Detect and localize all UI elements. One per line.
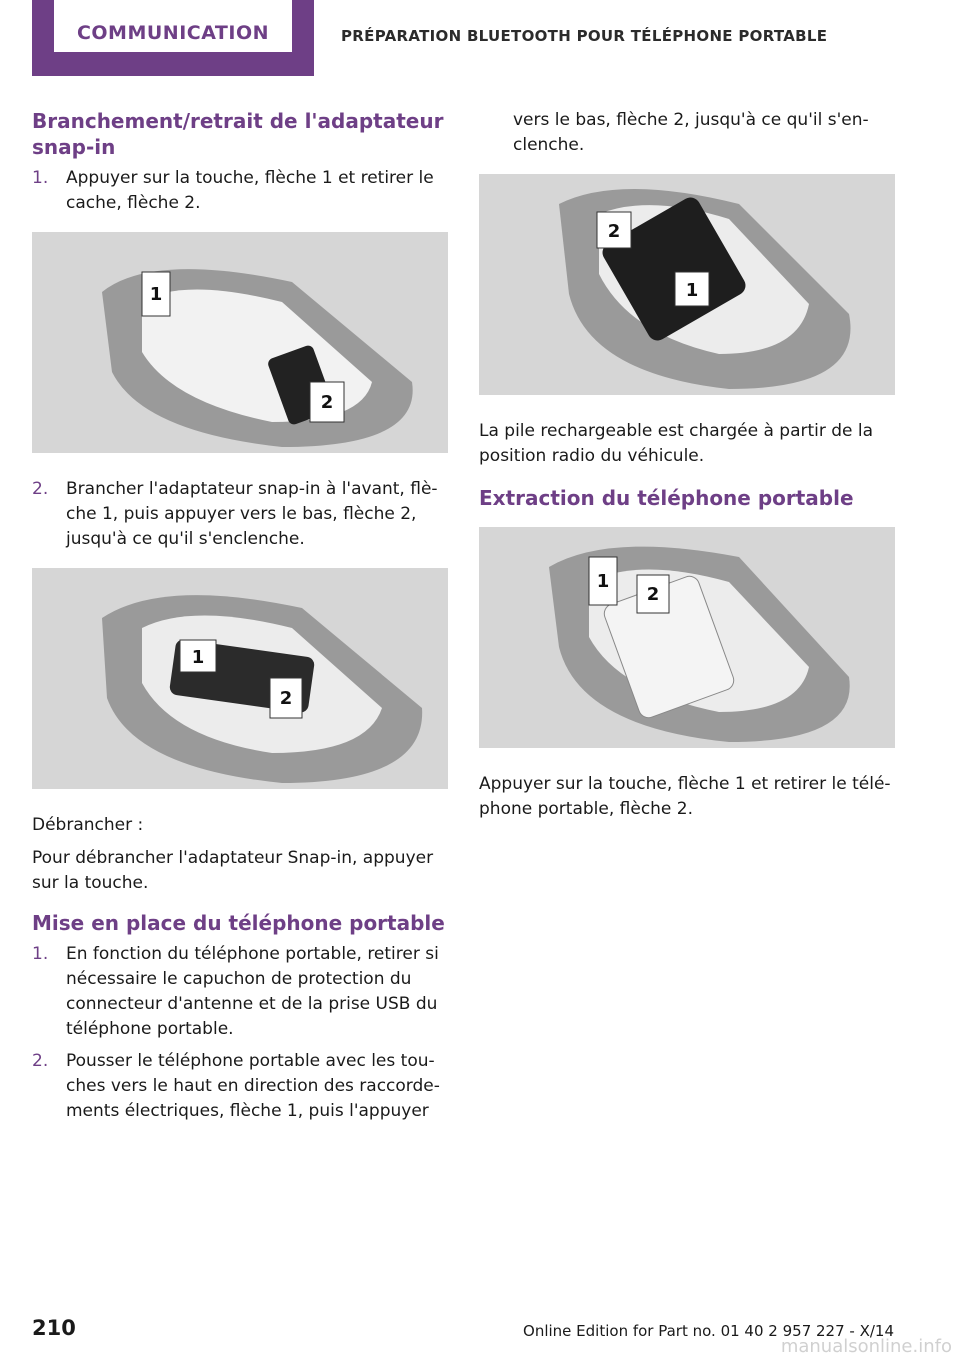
section-tab xyxy=(32,0,314,76)
list-item xyxy=(32,1049,448,1124)
list-item xyxy=(32,477,448,552)
list-item xyxy=(32,166,448,216)
step-number: 1. xyxy=(32,168,49,188)
arrow-1-label: 1 xyxy=(685,280,699,301)
arrow-2-label: 2 xyxy=(607,221,621,242)
step-text: En fonction du téléphone portable, retirer si nécessaire le capuchon de protection du connecteur d'antenne et de la prise USB du téléphone portable. xyxy=(66,944,439,1039)
arrow-2-label: 2 xyxy=(279,688,293,709)
section-tab-label: COMMUNICATION xyxy=(76,22,270,44)
paragraph-continued: vers le bas, flèche 2, jusqu'à ce qu'il s'enclenche. xyxy=(513,110,869,155)
paragraph-battery: La pile rechargeable est chargée à partir de la position radio du véhicule. xyxy=(479,421,874,466)
figure-insert-adapter xyxy=(32,568,448,789)
paragraph-disconnect: Pour débrancher l'adaptateur Snap-in, appuyer sur la touche. xyxy=(32,848,434,893)
step-number: 2. xyxy=(32,479,49,499)
list-item xyxy=(32,942,448,1042)
arrow-1-label: 1 xyxy=(596,571,610,592)
arrow-2-label: 2 xyxy=(646,584,660,605)
paragraph-disconnect-title: Débrancher : xyxy=(32,815,144,835)
step-number: 2. xyxy=(32,1051,49,1071)
step-text: Pousser le téléphone portable avec les touches vers le haut en direction des raccordements électriques, flèche 1, puis l'appuyer xyxy=(66,1051,440,1121)
paragraph-remove-phone: Appuyer sur la touche, flèche 1 et retirer le téléphone portable, flèche 2. xyxy=(479,774,891,819)
figure-remove-phone xyxy=(479,527,895,748)
edition-text: Online Edition for Part no. 01 40 2 957 227 - X/14 xyxy=(523,1322,894,1340)
watermark: manualsonline.info xyxy=(780,1336,952,1357)
steps-snapin xyxy=(32,166,448,216)
left-column xyxy=(32,108,448,1131)
steps-snapin-2 xyxy=(32,477,448,552)
page-number: 210 xyxy=(32,1316,76,1340)
arrow-1-label: 1 xyxy=(191,647,205,668)
figure-insert-phone xyxy=(479,174,895,395)
step-text: Appuyer sur la touche, flèche 1 et retirer le cache, flèche 2. xyxy=(66,168,434,213)
page-header-title: PRÉPARATION BLUETOOTH POUR TÉLÉPHONE PORTABLE xyxy=(341,27,828,45)
heading-remove-phone: Extraction du téléphone portable xyxy=(479,486,854,510)
arrow-2-label: 2 xyxy=(320,392,334,413)
figure-remove-cover xyxy=(32,232,448,453)
heading-insert-phone: Mise en place du téléphone portable xyxy=(32,911,445,935)
step-text: Brancher l'adaptateur snap-in à l'avant, flèche 1, puis appuyer vers le bas, flèche 2, jusqu'à ce qu'il s'enclenche. xyxy=(66,479,438,549)
arrow-1-label: 1 xyxy=(149,284,163,305)
right-column xyxy=(479,108,895,830)
step-number: 1. xyxy=(32,944,49,964)
steps-insert-phone xyxy=(32,942,448,1124)
heading-snapin: Branchement/retrait de l'adaptateur snap-in xyxy=(32,109,444,159)
